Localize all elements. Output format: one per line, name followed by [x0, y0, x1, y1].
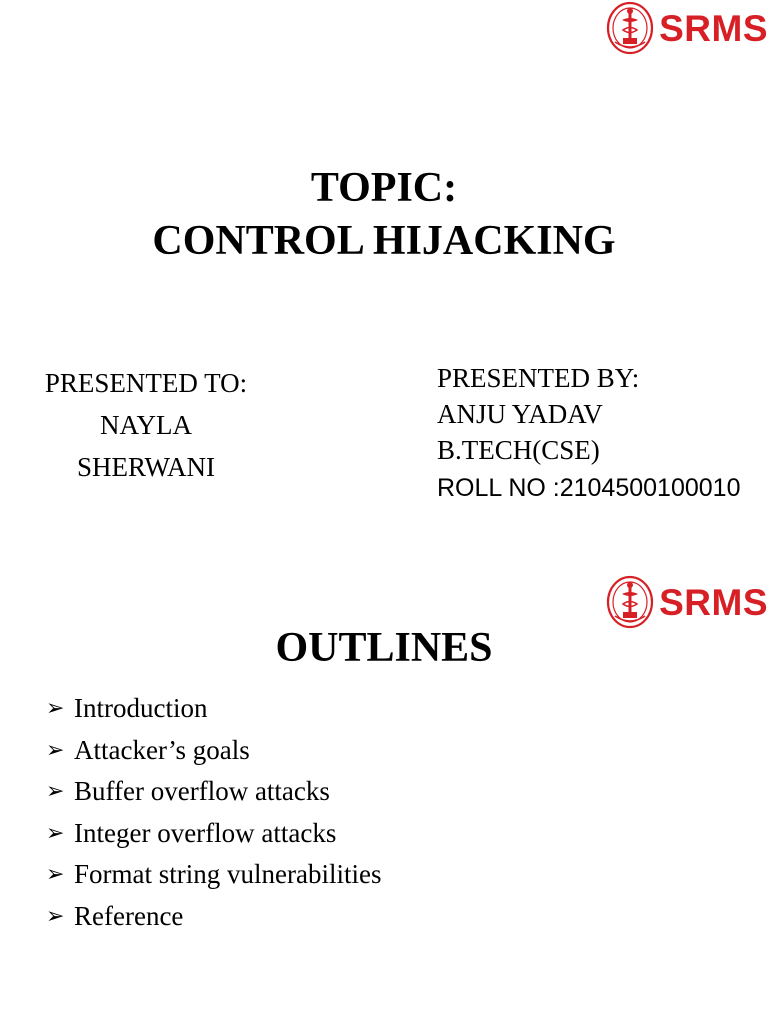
arrow-right-icon: ➢	[46, 903, 65, 929]
list-item	[46, 813, 381, 855]
srms-emblem-icon	[605, 0, 655, 56]
list-item	[46, 854, 381, 896]
arrow-right-icon: ➢	[46, 779, 65, 805]
arrow-right-icon: ➢	[46, 820, 65, 846]
arrow-right-icon: ➢	[46, 737, 65, 763]
presented-by-block	[437, 360, 740, 508]
presenter-name: ANJU YADAV	[437, 399, 603, 429]
brand-name: SRMS	[659, 7, 768, 49]
title-line-2: CONTROL HIJACKING	[152, 218, 616, 264]
list-item	[46, 688, 381, 730]
presented-by-heading: PRESENTED BY:	[437, 363, 640, 393]
presenter-course: B.TECH(CSE)	[437, 435, 600, 465]
outline-list	[46, 688, 381, 938]
list-item-text: Format string vulnerabilities	[74, 859, 382, 890]
outlines-slide	[0, 566, 768, 1024]
list-item-text: Integer overflow attacks	[74, 817, 337, 848]
presented-to-block	[0, 362, 292, 488]
list-item-text: Reference	[74, 900, 184, 931]
list-item	[46, 896, 381, 938]
list-item-text: Attacker’s goals	[74, 734, 250, 765]
presenter-roll-number: ROLL NO :2104500100010	[437, 474, 741, 502]
presented-to-line-1: NAYLA	[99, 410, 192, 440]
arrow-right-icon: ➢	[46, 696, 65, 721]
brand-name: SRMS	[659, 581, 768, 623]
arrow-right-icon: ➢	[46, 862, 65, 888]
list-item-text: Buffer overflow attacks	[74, 776, 330, 807]
srms-logo	[605, 0, 768, 56]
list-item	[46, 771, 381, 813]
list-item-text: Introduction	[74, 693, 208, 723]
presented-to-heading: PRESENTED TO:	[44, 368, 248, 398]
title-line-1: TOPIC:	[310, 165, 458, 211]
slide-title	[0, 162, 768, 268]
outlines-title: OUTLINES	[275, 625, 493, 671]
presented-to-line-2: SHERWANI	[76, 452, 215, 482]
list-item	[46, 730, 381, 772]
